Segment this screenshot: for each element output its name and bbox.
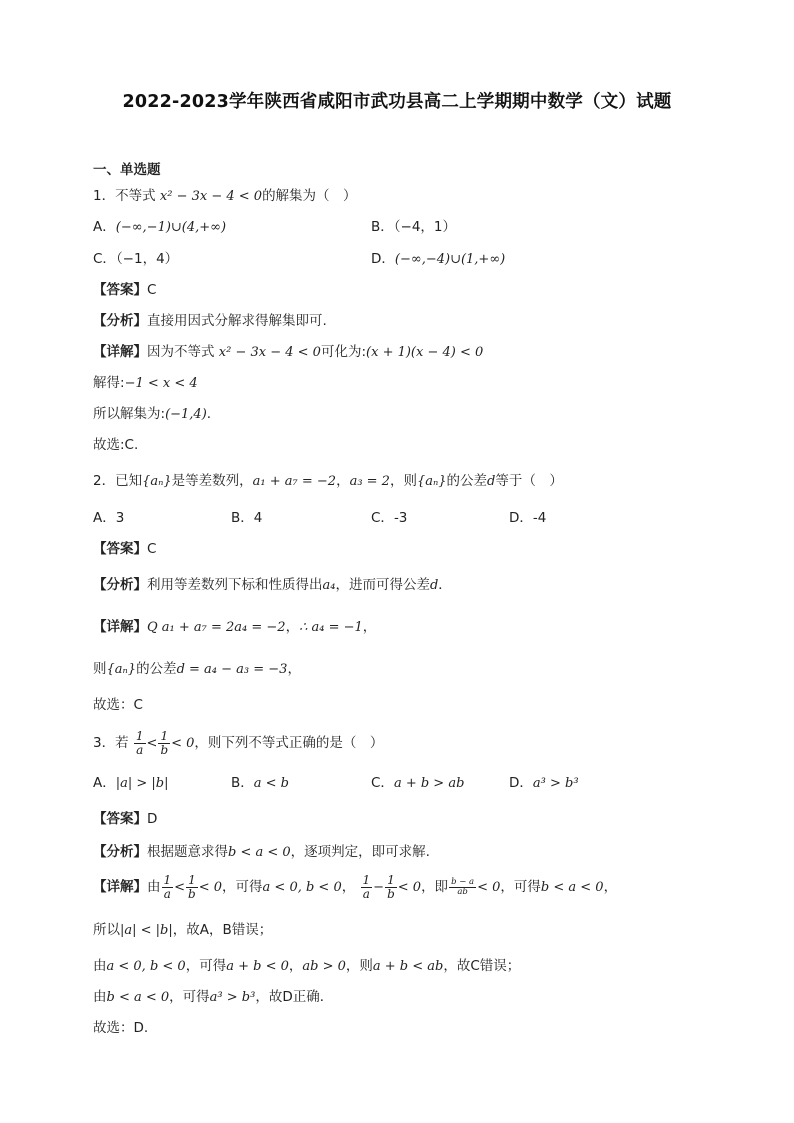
q1-analysis: 【分析】直接用因式分解求得解集即可. — [93, 313, 327, 329]
inequality-math: x² − 3x − 4 < 0 — [159, 189, 263, 204]
q3-analysis: 【分析】根据题意求得b < a < 0，逐项判定，即可求解. — [93, 844, 430, 860]
q1-choose: 故选:C. — [93, 437, 139, 453]
q2-then: 则{aₙ}的公差d = a₄ − a₃ = −3， — [93, 661, 301, 677]
q3-option-d: D．a³ > b³ — [509, 775, 579, 791]
section-heading: 一、单选题 — [93, 162, 161, 178]
q3-option-c: C．a + b > ab — [371, 775, 465, 791]
q1-set: 所以解集为:(−1,4). — [93, 406, 212, 422]
q2-option-a: A．3 — [93, 510, 125, 526]
q2-option-b: B．4 — [231, 510, 263, 526]
q1-detail: 【详解】因为不等式 x² − 3x − 4 < 0可化为:(x + 1)(x − 4) < 0 — [93, 344, 484, 360]
fraction-1-over-b: $\frac{1}{b}$ — [160, 728, 169, 757]
question-1-stem: 1．不等式 x² − 3x − 4 < 0的解集为（ ） — [93, 188, 357, 204]
question-3-stem: 3．若 $\frac{1}{a}$ < $\frac{1}{b}$ < 0，则下列不等式正确的是（ ） — [93, 728, 384, 757]
question-number: 1． — [93, 188, 116, 204]
q1-answer: 【答案】C — [93, 282, 157, 298]
fraction-b-minus-a-over-ab: $\frac{b - a}{ab}$ — [451, 876, 475, 897]
q2-detail: 【详解】Q a₁ + a₇ = 2a₄ = −2，∴ a₄ = −1， — [93, 619, 377, 635]
q2-analysis: 【分析】利用等差数列下标和性质得出a₄，进而可得公差d． — [93, 577, 452, 593]
q3-line-4: 由b < a < 0，可得a³ > b³，故D正确． — [93, 989, 334, 1005]
q1-option-c: C．（−1，4） — [93, 251, 179, 267]
q1-solve: 解得:−1 < x < 4 — [93, 375, 198, 391]
q1-option-b: B．（−4，1） — [371, 219, 457, 235]
q2-choose: 故选：C — [93, 697, 143, 713]
fraction-1-over-a: $\frac{1}{a}$ — [135, 728, 144, 757]
q3-option-a: A．|a| > |b| — [93, 775, 169, 791]
question-2-stem: 2．已知{aₙ}是等差数列，a₁ + a₇ = −2，a₃ = 2，则{aₙ}的公差d等于（ ） — [93, 473, 563, 489]
q3-option-b: B．a < b — [231, 775, 289, 791]
q2-answer: 【答案】C — [93, 541, 157, 557]
q3-line-3: 由a < 0, b < 0，可得a + b < 0，ab > 0，则a + b < ab，故C错误； — [93, 958, 521, 974]
q3-line-2: 所以|a| < |b|，故A，B错误； — [93, 922, 273, 938]
q2-option-d: D．-4 — [509, 510, 547, 526]
q3-detail: 【详解】由 $\frac{1}{a}$ < $\frac{1}{b}$ < 0，可得a < 0, b < 0， $\frac{1}{a}$ − $\frac{1}{b}$ < 0，即 $\frac{b - a}{ab}$ < 0，可得b < a < 0， — [93, 872, 618, 901]
q2-option-c: C．-3 — [371, 510, 408, 526]
q3-choose: 故选：D. — [93, 1020, 149, 1036]
q3-answer: 【答案】D — [93, 811, 158, 827]
page-title: 2022-2023学年陕西省咸阳市武功县高二上学期期中数学（文）试题 — [122, 92, 672, 112]
q1-option-a: A．(−∞,−1)∪(4,+∞) — [93, 219, 227, 235]
q1-option-d: D．(−∞,−4)∪(1,+∞) — [371, 251, 506, 267]
